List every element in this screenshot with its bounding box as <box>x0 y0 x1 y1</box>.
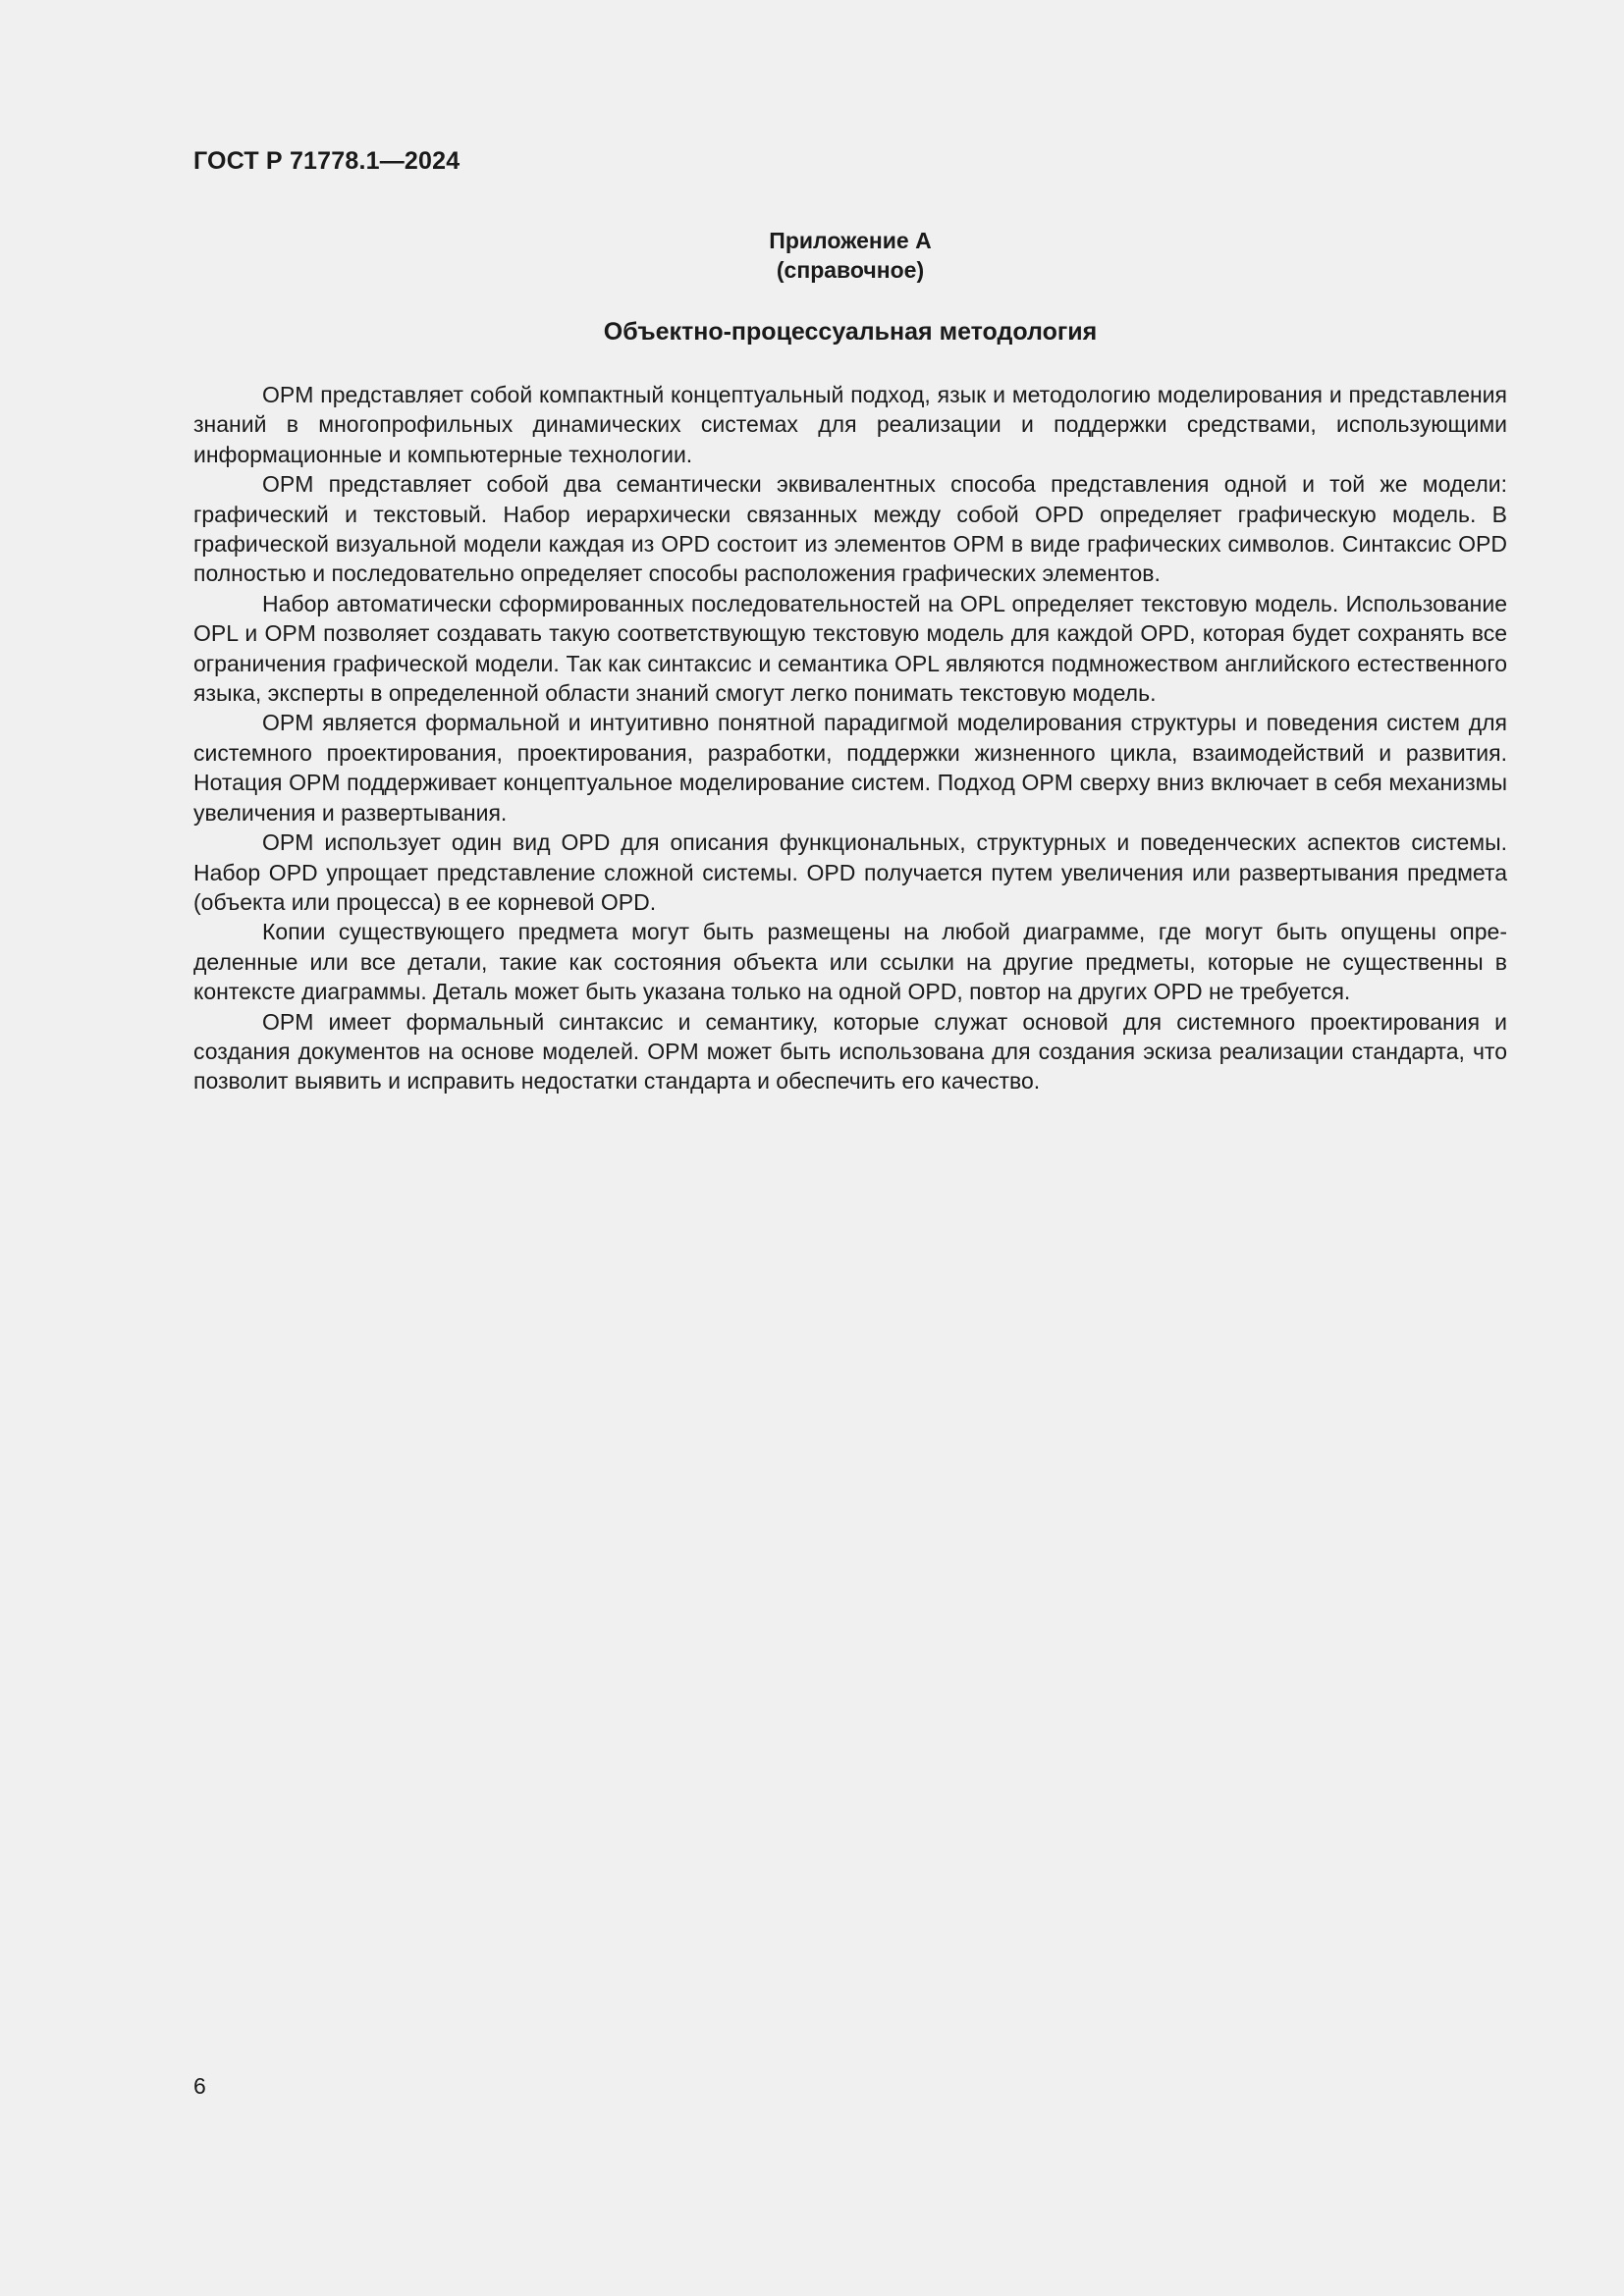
section-title: Объектно-процессуальная методология <box>603 318 1098 346</box>
body-text <box>193 380 1507 1096</box>
paragraph: Копии существующего предмета могут быть размещены на любой диаграмме, где могут быть опущены определенные или все детали, такие как состояния объекта или ссылки на другие предметы, которые не существенны в контексте диаграммы. Деталь может быть указана только на одной OPD, повтор на других OPD не требуется. <box>193 919 1507 1005</box>
paragraph: OPM является формальной и интуитивно понятной парадигмой моделирования структуры и поведения систем для системного проектирования, проектирования, разработки, поддержки жизненного цикла, взаимодействий и развития. Нотация OPM поддерживает концептуальное моделирование систем. Подход OPM сверху вниз включает в себя механизмы увеличения и развертывания. <box>193 710 1507 826</box>
annex-title: Приложение А <box>769 228 932 253</box>
page-number: 6 <box>193 2073 206 2099</box>
paragraph: OPM представляет собой компактный концептуальный подход, язык и методологию моделирования и представления знаний в многопрофильных динамических системах для реализации и поддержки средствами, использующими информационные и компьютерные технологии. <box>193 382 1507 467</box>
document-code-header: ГОСТ Р 71778.1—2024 <box>193 147 460 175</box>
paragraph: OPM использует один вид OPD для описания функциональных, структурных и поведенческих аспектов системы. Набор OPD упрощает представление сложной системы. OPD получается путем увеличения или развертывания предмета (объекта или процесса) в ее корневой OPD. <box>193 829 1507 915</box>
paragraph: OPM представляет собой два семантически эквивалентных способа представления одной и той же модели: графический и текстовый. Набор иерархически связанных между собой OPD определяет графическую модель. В графической визуальной модели каждая из OPD состоит из элементов OPM в виде графических символов. Синтаксис OPD полностью и последовательно определяет способы расположения графических элементов. <box>193 471 1507 587</box>
paragraph: Набор автоматически сформированных последовательностей на OPL определяет текстовую модель. Использование OPL и OPM позволяет создавать такую соответствующую текстовую модель для каждой OPD, которая будет сохранять все ограничения графической модели. Так как синтаксис и семантика OPL являются подмножеством английского естественного языка, эксперты в определенной области знаний смогут легко понимать текстовую модель. <box>193 590 1507 707</box>
annex-status: (справочное) <box>776 257 925 283</box>
paragraph: OPM имеет формальный синтаксис и семантику, которые служат основой для системного проектирования и создания документов на основе моделей. OPM может быть использована для создания эскиза реализации стандарта, что позволит выявить и исправить недостатки стандарта и обеспечить его качество. <box>193 1008 1507 1095</box>
